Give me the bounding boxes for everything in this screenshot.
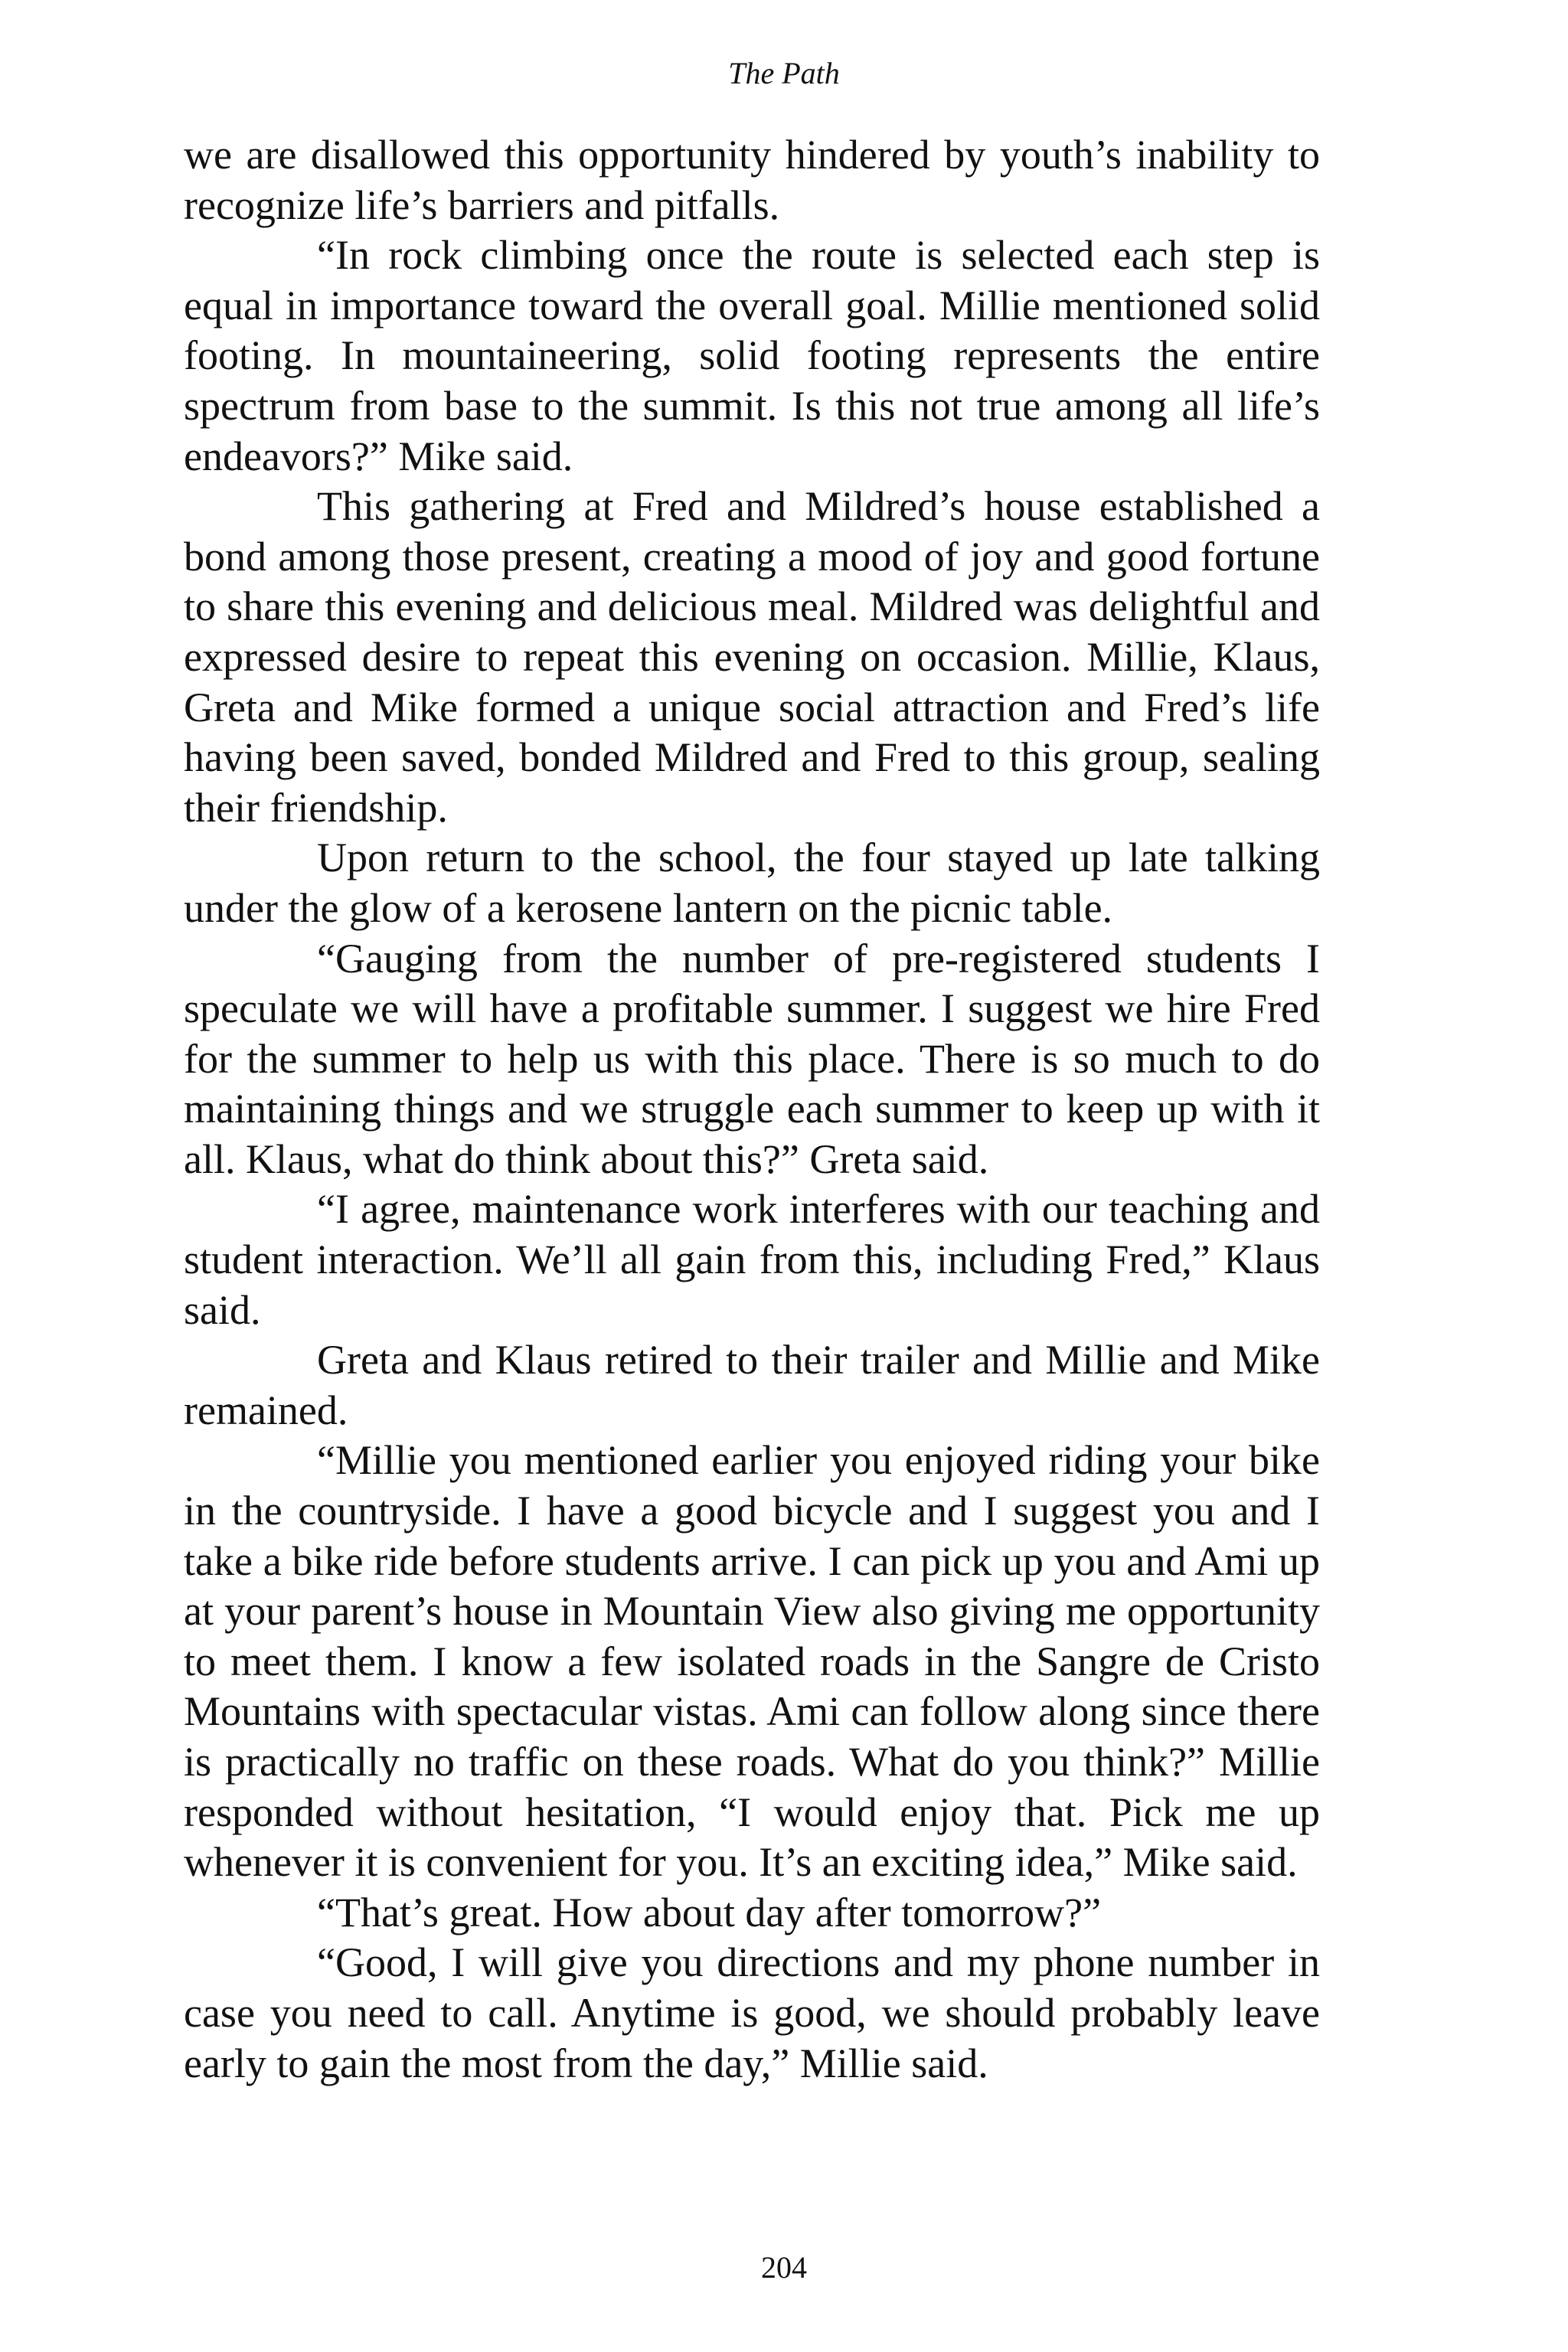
page-body (184, 130, 1320, 2089)
paragraph: “Gauging from the number of pre-registered students I speculate we will have a profitable summer. I suggest we hire Fred for the summer to help us with this place. There is so much to do maintaining things and we struggle each summer to keep up with it all. Klaus, what do think about this?” Greta said. (184, 935, 1320, 1182)
paragraph-continuation: we are disallowed this opportunity hindered by youth’s inability to recognize life’s barriers and pitfalls. (184, 132, 1320, 228)
paragraph: “That’s great. How about day after tomorrow?” (317, 1889, 1102, 1936)
paragraph: This gathering at Fred and Mildred’s house established a bond among those present, creating a mood of joy and good fortune to share this evening and delicious meal. Mildred was delightful and expressed desire to repeat this evening on occasion. Millie, Klaus, Greta and Mike formed a unique social attraction and Fred’s life having been saved, bonded Mildred and Fred to this group, sealing their friendship. (184, 483, 1320, 831)
paragraph: “Good, I will give you directions and my phone number in case you need to call. Anytime is good, we should probably leave early to gain the most from the day,” Millie said. (184, 1939, 1320, 2086)
running-title: The Path (728, 56, 840, 90)
paragraph: “Millie you mentioned earlier you enjoyed riding your bike in the countryside. I have a good bicycle and I suggest you and I take a bike ride before students arrive. I can pick up you and Ami up at your parent’s house in Mountain View also giving me opportunity to meet them. I know a few isolated roads in the Sangre de Cristo Mountains with spectacular vistas. Ami can follow along since there is practically no traffic on these roads. What do you think?” Millie responded without hesitation, “I would enjoy that. Pick me up whenever it is convenient for you. It’s an exciting idea,” Mike said. (184, 1437, 1320, 1886)
paragraph: “I agree, maintenance work interferes with our teaching and student interaction. We’ll all gain from this, including Fred,” Klaus said. (184, 1186, 1320, 1333)
paragraph: Greta and Klaus retired to their trailer and Millie and Mike remained. (184, 1337, 1320, 1433)
paragraph: “In rock climbing once the route is selected each step is equal in importance toward the overall goal. Millie mentioned solid footing. In mountaineering, solid footing represents the entire spectrum from base to the summit. Is this not true among all life’s endeavors?” Mike said. (184, 232, 1320, 479)
paragraph: Upon return to the school, the four stayed up late talking under the glow of a kerosene lantern on the picnic table. (184, 835, 1320, 931)
page-number: 204 (761, 2250, 807, 2285)
